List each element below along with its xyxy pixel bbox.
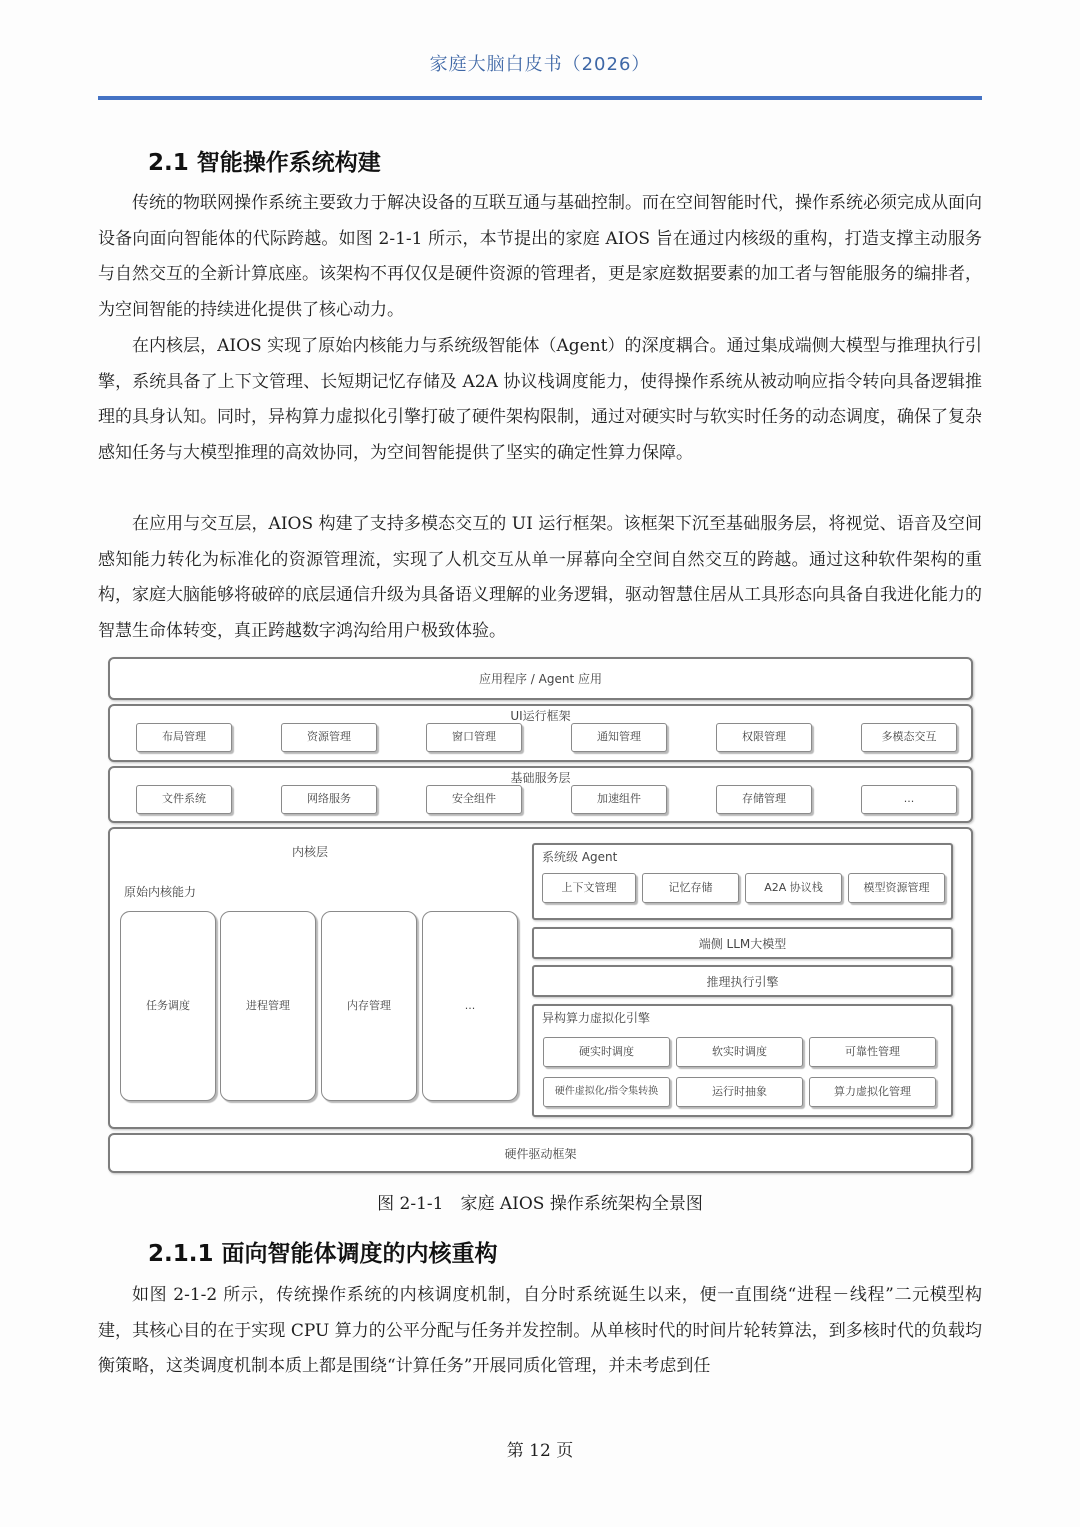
native-kernel-title: 原始内核能力 [124,885,197,899]
service-item-network: 网络服务 [281,785,377,814]
figure-caption: 图 2-1-1 家庭 AIOS 操作系统架构全景图 [377,1194,703,1214]
service-item-security: 安全组件 [426,785,522,814]
running-header: 家庭大脑白皮书（2026） [429,54,651,75]
subsection-title: 2.1.1 面向智能体调度的内核重构 [148,1241,498,1267]
inference-engine-label: 推理执行引擎 [706,974,779,989]
ui-item-layout: 布局管理 [136,723,232,752]
section-title: 2.1 智能操作系统构建 [148,150,381,176]
edge-llm-label: 端侧 LLM大模型 [698,936,787,951]
ui-layer [108,704,973,762]
service-item-storage: 存储管理 [716,785,812,814]
hetero-runtime-abstraction: 运行时抽象 [676,1077,803,1107]
native-memory-management: 内存管理 [321,911,417,1101]
paragraph-4: 如图 2-1-2 所示，传统操作系统的内核调度机制，自分时系统诞生以来，便一直围绕“进程－线程”二元模型构建，其核心目的在于实现 CPU 算力的公平分配与任务并发控制。从单核时代的时间片轮转算法，到多核时代的负载均衡策略，这类调度机制本质上都是围绕“计算任务”开展同质化管理，并未考虑到任 [98,1285,982,1376]
ui-item-window: 窗口管理 [426,723,522,752]
agent-memory-storage: 记忆存储 [642,873,739,903]
ui-item-resource: 资源管理 [281,723,377,752]
hetero-reliability: 可靠性管理 [809,1037,936,1067]
service-item-more: ... [861,785,957,814]
ui-item-permission: 权限管理 [716,723,812,752]
header-rule [98,96,982,100]
native-task-scheduling: 任务调度 [120,911,216,1101]
inference-engine-box [532,965,953,997]
hetero-compute-title: 异构算力虚拟化引擎 [542,1011,651,1025]
hetero-hw-virtualization: 硬件虚拟化/指令集转换 [543,1077,670,1107]
driver-layer [108,1133,973,1173]
paragraph-3: 在应用与交互层，AIOS 构建了支持多模态交互的 UI 运行框架。该框架下沉至基础服务层，将视觉、语音及空间感知能力转化为标准化的资源管理流，实现了人机交互从单一屏幕向全空间自然交互的跨越。通过这种软件架构的重构，家庭大脑能够将破碎的底层通信升级为具备语义理解的业务逻辑，驱动智慧住居从工具形态向具备自我进化能力的智慧生命体转变，真正跨越数字鸿沟给用户极致体验。 [98,514,982,641]
app-layer-label: 应用程序 / Agent 应用 [478,672,602,686]
paragraph-2: 在内核层，AIOS 实现了原始内核能力与系统级智能体（Agent）的深度耦合。通过集成端侧大模型与推理执行引擎，系统具备了上下文管理、长短期记忆存储及 A2A 协议栈调度能力，使得操作系统从被动响应指令转向具备逻辑推理的具身认知。同时，异构算力虚拟化引擎打破了硬件架构限制，通过对硬实时与软实时任务的动态调度，确保了复杂感知任务与大模型推理的高效协同，为空间智能提供了坚实的确定性算力保障。 [98,336,982,463]
agent-a2a-protocol-stack: A2A 协议栈 [745,873,842,903]
app-layer [108,657,973,700]
service-item-filesystem: 文件系统 [136,785,232,814]
native-more: ... [422,911,518,1101]
service-layer [108,766,973,823]
native-process-management: 进程管理 [220,911,316,1101]
service-item-acceleration: 加速组件 [571,785,667,814]
paragraph-1: 传统的物联网操作系统主要致力于解决设备的互联互通与基础控制。而在空间智能时代，操作系统必须完成从面向设备向面向智能体的代际跨越。如图 2-1-1 所示，本节提出的家庭 AIOS 旨在通过内核级的重构，打造支撑主动服务与自然交互的全新计算底座。该架构不再仅仅是硬件资源的管理者，更是家庭数据要素的加工者与智能服务的编排者，为空间智能的持续进化提供了核心动力。 [98,193,982,320]
agent-model-resource-management: 模型资源管理 [848,873,945,903]
ui-item-multimodal: 多模态交互 [861,723,957,752]
page-number: 第 12 页 [506,1441,574,1461]
edge-llm-box [532,927,953,959]
hetero-soft-realtime: 软实时调度 [676,1037,803,1067]
driver-layer-label: 硬件驱动框架 [504,1146,577,1161]
hetero-hard-realtime: 硬实时调度 [543,1037,670,1067]
ui-item-notification: 通知管理 [571,723,667,752]
ui-layer-title: UI运行框架 [510,709,571,723]
system-agent-title: 系统级 Agent [542,850,618,864]
service-layer-title: 基础服务层 [510,771,571,785]
agent-context-management: 上下文管理 [542,873,636,903]
hetero-compute-virtualization: 算力虚拟化管理 [809,1077,936,1107]
kernel-layer-title: 内核层 [292,845,329,859]
